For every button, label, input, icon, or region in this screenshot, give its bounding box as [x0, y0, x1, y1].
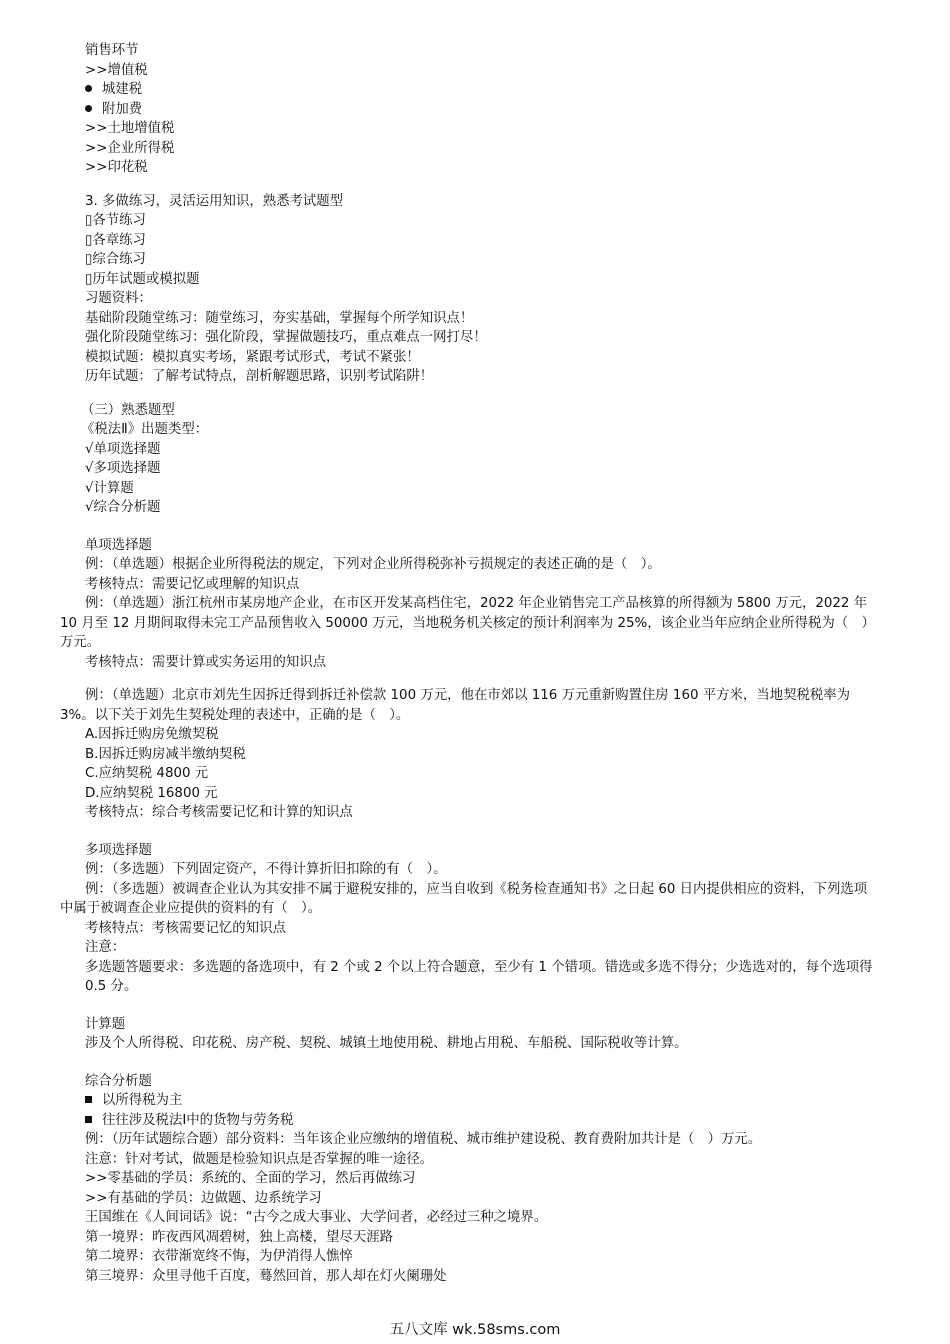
- realm-line: 第一境界：昨夜西风凋碧树，独上高楼，望尽天涯路: [85, 1229, 393, 1245]
- single-option: D.应纳契税 16800 元: [85, 785, 218, 801]
- quote-intro: 王国维在《人间词话》说：“古今之成大事业、大学问者，必经过三种之境界。: [85, 1210, 548, 1225]
- single-option: B.因拆迁购房减半缴纳契税: [85, 746, 246, 762]
- practice-item: ▯各节练习: [85, 213, 146, 228]
- multi-heading: 多项选择题: [85, 842, 152, 858]
- sales-title: 销售环节: [85, 43, 139, 58]
- sales-item: >>土地增值税: [85, 121, 175, 136]
- single-option: A.因拆迁购房免缴契税: [85, 727, 219, 742]
- single-heading: 单项选择题: [85, 537, 152, 553]
- practice-item: ▯历年试题或模拟题: [85, 271, 200, 287]
- arrow-prefix: >>: [85, 121, 108, 136]
- sales-item: 附加费: [85, 100, 885, 120]
- single-feature-3: 考核特点：综合考核需要记忆和计算的知识点: [85, 805, 353, 820]
- types-heading: （三）熟悉题型: [81, 402, 175, 418]
- checkbox-glyph-icon: ▯: [85, 252, 93, 267]
- calc-text: 涉及个人所得税、印花税、房产税、契税、城镇土地使用税、耕地占用税、车船税、国际税收等计算。: [85, 1036, 688, 1051]
- black-square-icon: [85, 1116, 92, 1123]
- comprehensive-bullet: 往往涉及税法Ⅰ中的货物与劳务税: [85, 1111, 885, 1131]
- material-line: 模拟试题：模拟真实考场，紧跟考试形式，考试不紧张！: [85, 349, 420, 365]
- single-example-3: 例：（单选题）北京市刘先生因拆迁得到拆迁补偿款 100 万元，他在市郊以 116 万元重新购置住房 160 平方米，当地契税税率为 3%。以下关于刘先生契税处理的表述中，正确的是（ ）。: [60, 688, 851, 723]
- advice-line: >>有基础的学员：边做题、边系统学习: [85, 1190, 322, 1206]
- practice-item: ▯综合练习: [85, 252, 146, 267]
- comprehensive-heading: 综合分析题: [85, 1073, 152, 1089]
- realm-line: 第二境界：衣带渐宽终不悔，为伊消得人憔悴: [85, 1249, 353, 1264]
- type-item: √单项选择题: [85, 441, 161, 457]
- comprehensive-note: 注意：针对考试，做题是检验知识点是否掌握的唯一途径。: [85, 1151, 434, 1167]
- single-feature-1: 考核特点：需要记忆或理解的知识点: [85, 576, 300, 592]
- checkbox-glyph-icon: ▯: [85, 232, 93, 248]
- realm-line: 第三境界：众里寻他千百度，蓦然回首，那人却在灯火阑珊处: [85, 1268, 447, 1284]
- materials-label: 习题资料：: [85, 291, 152, 306]
- sales-item: >>印花税: [85, 160, 148, 175]
- single-feature-2: 考核特点：需要计算或实务运用的知识点: [85, 654, 327, 670]
- comprehensive-example: 例：（历年试题综合题）部分资料：当年该企业应缴纳的增值税、城市维护建设税、教育费附加共计是（ ）万元。: [85, 1132, 762, 1147]
- practice-heading: 3. 多做练习，灵活运用知识，熟悉考试题型: [85, 193, 344, 209]
- arrow-prefix: >>: [85, 140, 108, 156]
- sales-item: 城建税: [85, 80, 885, 100]
- types-subheading: 《税法Ⅱ》出题类型：: [81, 422, 209, 437]
- multi-example-2: 例：（多选题）被调查企业认为其安排不属于避税安排的，应当自收到《税务检查通知书》之日起 60 日内提供相应的资料，下列选项中属于被调查企业应提供的资料的有（ ）。: [60, 881, 868, 916]
- sales-item: >>企业所得税: [85, 140, 175, 156]
- checkbox-glyph-icon: ▯: [85, 213, 93, 228]
- advice-line: >>零基础的学员：系统的、全面的学习，然后再做练习: [85, 1171, 416, 1186]
- type-item: √综合分析题: [85, 500, 161, 515]
- practice-item: ▯各章练习: [85, 232, 146, 248]
- material-line: 强化阶段随堂练习：强化阶段，掌握做题技巧，重点难点一网打尽！: [85, 330, 487, 345]
- calc-heading: 计算题: [85, 1016, 126, 1032]
- footer-watermark: 五八文库 wk.58sms.com: [389, 1322, 561, 1338]
- comprehensive-bullet: 以所得税为主: [85, 1091, 885, 1111]
- type-item: √计算题: [85, 480, 134, 496]
- black-square-icon: [85, 1096, 92, 1103]
- document-body: [60, 41, 885, 1286]
- multi-note-label: 注意：: [85, 940, 126, 955]
- sales-item: >>增值税: [85, 62, 148, 78]
- single-example-2: 例：（单选题）浙江杭州市某房地产企业，在市区开发某高档住宅，2022 年企业销售完工产品核算的所得额为 5800 万元，2022 年 10 月至 12 月期间取得未完工产品预售收入 50000 万元，当地税务机关核定的预计利润率为 25%，该企业当年应纳企业所得税为（ ）万元。: [60, 596, 869, 650]
- multi-example-1: 例：（多选题）下列固定资产，不得计算折旧扣除的有（ ）。: [85, 862, 447, 877]
- multi-note: 多选题答题要求：多选题的备选项中，有 2 个或 2 个以上符合题意，至少有 1 个错项。错选或多选不得分；少选选对的，每个选项得 0.5 分。: [85, 959, 873, 994]
- multi-feature: 考核特点：考核需要记忆的知识点: [85, 920, 286, 936]
- type-item: √多项选择题: [85, 461, 161, 476]
- single-option: C.应纳契税 4800 元: [85, 766, 209, 781]
- single-example-1: 例：（单选题）根据企业所得税法的规定，下列对企业所得税弥补亏损规定的表述正确的是（ ）。: [85, 557, 661, 572]
- black-dot-icon: [85, 85, 92, 92]
- material-line: 历年试题：了解考试特点，剖析解题思路，识别考试陷阱！: [85, 369, 434, 384]
- arrow-prefix: >>: [85, 62, 108, 78]
- black-dot-icon: [85, 105, 92, 112]
- material-line: 基础阶段随堂练习：随堂练习，夯实基础，掌握每个所学知识点！: [85, 310, 474, 326]
- checkbox-glyph-icon: ▯: [85, 271, 93, 287]
- arrow-prefix: >>: [85, 160, 108, 175]
